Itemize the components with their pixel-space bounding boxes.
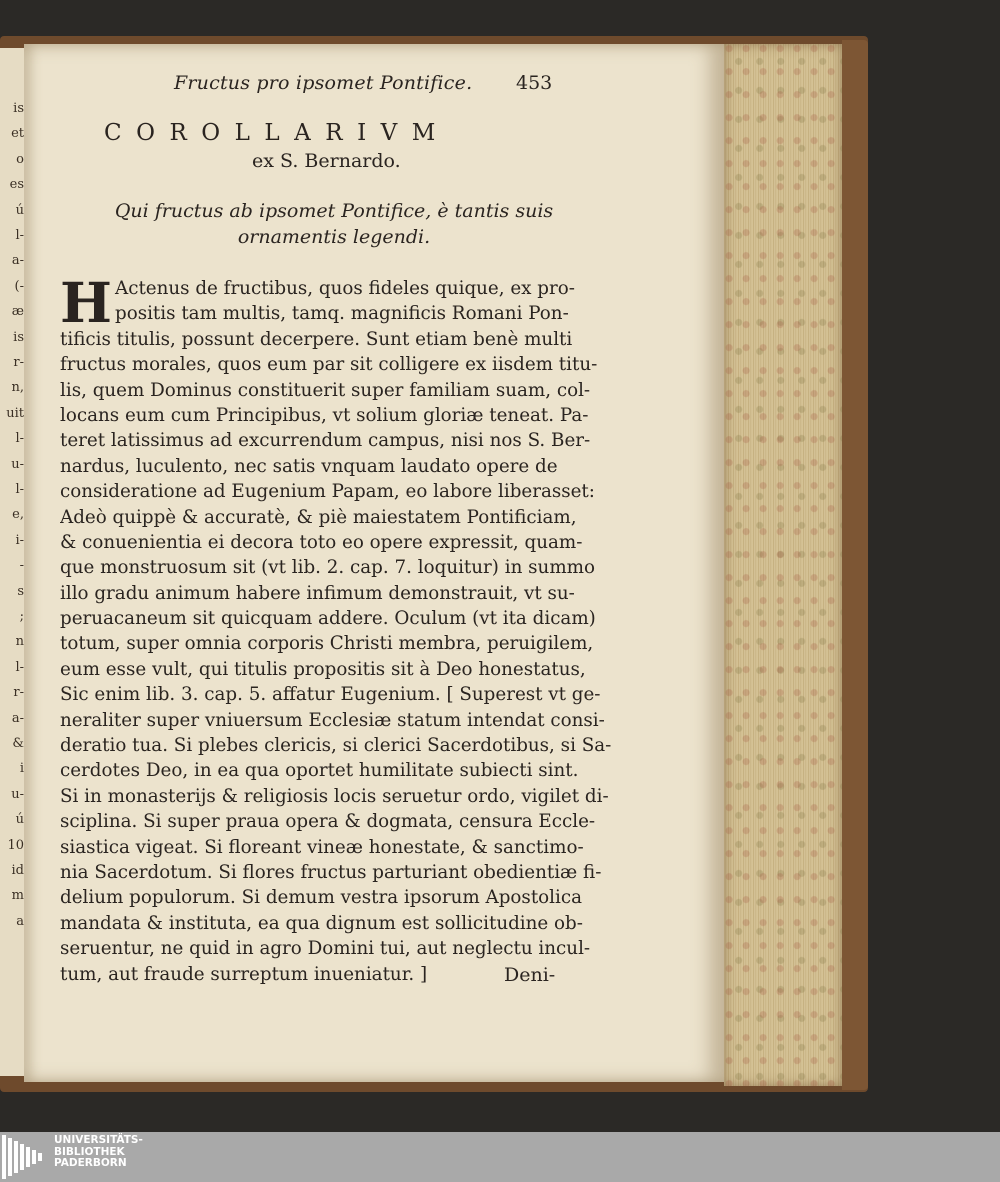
body-line: que monstruosum sit (vt lib. 2. cap. 7. loquitur) in summo — [60, 557, 596, 579]
margin-fragment: u- — [11, 786, 24, 802]
margin-fragment: r- — [13, 355, 24, 370]
body-line: seruentur, ne quid in agro Domini tui, aut neglectu incul- — [60, 938, 591, 960]
body-line: fructus morales, quos eum par sit colligere ex iisdem titu- — [60, 354, 598, 376]
margin-fragment: id — [11, 863, 24, 878]
left-page-edge — [0, 48, 27, 1076]
book-back-cover-edge — [842, 40, 868, 1090]
margin-fragment: m — [11, 888, 24, 904]
body-line: Adeò quippè & accuratè, & piè maiestatem Pontificiam, — [60, 506, 577, 528]
running-head: Fructus pro ipsomet Pontifice. — [174, 72, 473, 94]
margin-fragment: n, — [11, 380, 24, 396]
body-line: cerdotes Deo, in ea qua oportet humilitate subiecti sint. — [60, 760, 579, 782]
body-line: eum esse vult, qui titulis propositis sit à Deo honestatus, — [60, 658, 586, 680]
page-text — [24, 44, 724, 1082]
body-line: & conuenientia ei decora toto eo opere expressit, quam- — [60, 531, 583, 553]
body-line: nardus, luculento, nec satis vnquam laudato opere de — [60, 455, 558, 477]
margin-fragment: - — [19, 558, 24, 574]
margin-fragment: l- — [15, 659, 24, 675]
body-line: locans eum cum Principibus, vt solium gloriæ teneat. Pa- — [60, 404, 589, 426]
right-page — [24, 44, 724, 1082]
section-subtitle — [84, 198, 584, 250]
margin-fragment: e, — [12, 507, 24, 523]
page-number: 453 — [516, 72, 553, 94]
body-line: consideratione ad Eugenium Papam, eo labore liberasset: — [60, 481, 595, 503]
heading-source: ex S. Bernardo. — [252, 150, 401, 172]
body-line: Si in monasterijs & religiosis locis seruetur ordo, vigilet di- — [60, 785, 609, 807]
library-logo-icon — [2, 1135, 48, 1179]
section-heading: COROLLARIVM — [104, 120, 450, 146]
body-line: totum, super omnia corporis Christi membra, peruigilem, — [60, 633, 594, 655]
body-line: delium populorum. Si demum vestra ipsorum Apostolica — [60, 887, 582, 909]
margin-fragment: l- — [15, 482, 24, 497]
body-line: Sic enim lib. 3. cap. 5. affatur Eugenium. [ Superest vt ge- — [60, 684, 601, 706]
body-line: nia Sacerdotum. Si flores fructus parturiant obedientiæ fi- — [60, 861, 602, 883]
margin-fragment: es — [9, 177, 24, 193]
margin-fragment: l- — [15, 431, 24, 447]
body-line: illo gradu animum habere infimum demonstrauit, vt su- — [60, 582, 575, 604]
margin-fragment: s — [17, 583, 24, 599]
body-line: neraliter super vniuersum Ecclesiæ statum intendat consi- — [60, 709, 605, 731]
margin-fragment: i — [19, 761, 24, 777]
library-footer — [0, 1132, 1000, 1182]
margin-fragment: æ — [11, 304, 24, 320]
body-line: positis tam multis, tamq. magnificis Romani Pon- — [115, 303, 569, 325]
margin-fragment: u- — [11, 456, 24, 472]
subtitle-line: ornamentis legendi. — [237, 226, 431, 248]
margin-fragment: a- — [11, 253, 24, 269]
margin-fragment: n — [15, 634, 24, 650]
margin-fragment: is — [13, 101, 24, 116]
catchword: Deni- — [504, 964, 556, 986]
body-line: sciplina. Si super praua opera & dogmata, censura Eccle- — [60, 811, 596, 833]
margin-fragment: ú — [15, 202, 24, 218]
margin-fragment: o — [16, 151, 24, 167]
margin-fragment: i- — [15, 532, 24, 548]
library-name-line: BIBLIOTHEK — [54, 1145, 125, 1158]
margin-fragment: (- — [14, 278, 24, 294]
body-text — [60, 270, 620, 987]
margin-fragment: uit — [6, 405, 24, 421]
body-line: lis, quem Dominus constituerit super familiam suam, col- — [60, 379, 591, 401]
margin-fragment: r- — [13, 685, 24, 701]
margin-fragment: ú — [15, 812, 24, 828]
body-line: Actenus de fructibus, quos fideles quique, ex pro- — [115, 278, 575, 299]
margin-fragment: 10 — [7, 837, 24, 853]
body-line: peruacaneum sit quicquam addere. Oculum (vt ita dicam) — [60, 608, 596, 630]
margin-fragment: is — [13, 329, 24, 345]
drop-cap: H — [60, 270, 112, 335]
margin-fragment: & — [12, 736, 24, 751]
margin-fragment: et — [11, 126, 24, 142]
margin-fragment: ; — [19, 609, 24, 624]
body-line: tum, aut fraude surreptum inueniatur. ] — [60, 963, 428, 985]
library-name-line: PADERBORN — [54, 1157, 127, 1169]
library-name — [54, 1135, 143, 1170]
body-line: siastica vigeat. Si floreant vineæ honestate, & sanctimo- — [60, 836, 584, 858]
body-line: mandata & instituta, ea qua dignum est sollicitudine ob- — [60, 912, 583, 934]
body-line: teret latissimus ad excurrendum campus, nisi nos S. Ber- — [60, 430, 591, 452]
margin-fragment: l- — [15, 228, 24, 243]
body-line: tificis titulis, possunt decerpere. Sunt etiam benè multi — [60, 328, 573, 350]
body-line: deratio tua. Si plebes clericis, si clerici Sacerdotibus, si Sa- — [60, 735, 612, 757]
library-name-line: UNIVERSITÄTS- — [54, 1134, 143, 1146]
subtitle-line: Qui fructus ab ipsomet Pontifice, è tantis suis — [114, 200, 554, 222]
margin-fragment: a — [16, 913, 24, 929]
page-block-stains — [724, 44, 842, 1086]
margin-fragment: a- — [11, 710, 24, 726]
